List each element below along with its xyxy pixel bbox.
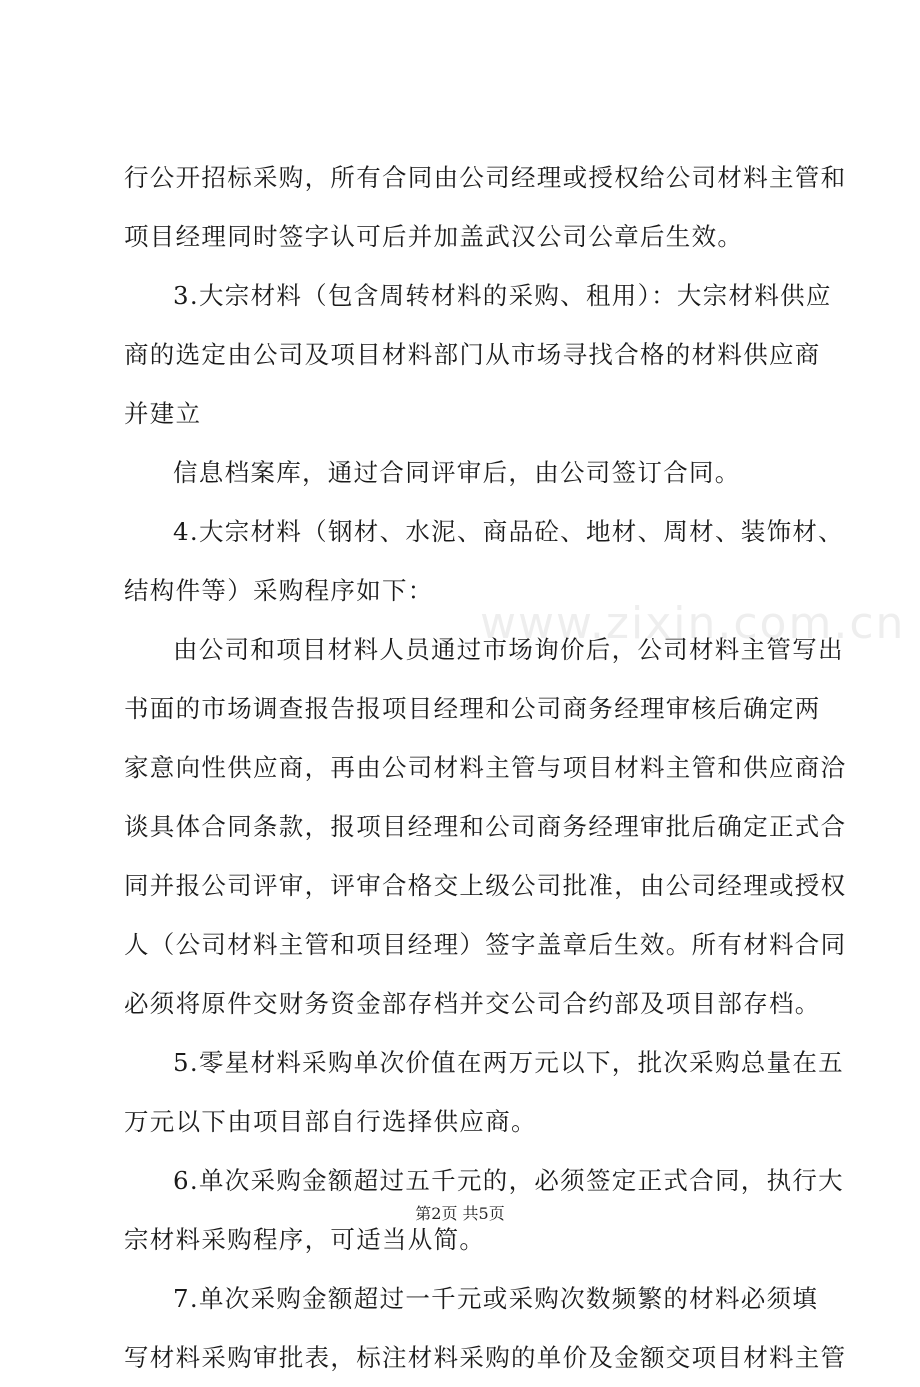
text-line: 结构件等）采购程序如下： [124, 576, 434, 605]
paragraph-6-start: 6.单次采购金额超过五千元的，必须签定正式合同，执行大 [173, 1166, 844, 1195]
text-line: 同并报公司评审，评审合格交上级公司批准，由公司经理或授权 [124, 871, 847, 900]
text-line: 项目经理同时签字认可后并加盖武汉公司公章后生效。 [124, 222, 744, 251]
text-line: 书面的市场调查报告报项目经理和公司商务经理审核后确定两 [124, 694, 821, 723]
paragraph-7-start: 7.单次采购金额超过一千元或采购次数频繁的材料必须填 [173, 1284, 819, 1313]
text-line: 谈具体合同条款，报项目经理和公司商务经理审批后确定正式合 [124, 812, 847, 841]
text-line: 行公开招标采购，所有合同由公司经理或授权给公司材料主管和 [124, 163, 847, 192]
text-line: 由公司和项目材料人员通过市场询价后，公司材料主管写出 [173, 635, 844, 664]
text-line: 写材料采购审批表，标注材料采购的单价及金额交项目材料主管 [124, 1343, 847, 1372]
paragraph-4-start: 4.大宗材料（钢材、水泥、商品砼、地材、周材、装饰材、 [173, 517, 844, 546]
page-number-footer: 第2页 共5页 [415, 1204, 505, 1223]
text-line: 必须将原件交财务资金部存档并交公司合约部及项目部存档。 [124, 989, 821, 1018]
text-line: 家意向性供应商，再由公司材料主管与项目材料主管和供应商洽 [124, 753, 847, 782]
text-line: 商的选定由公司及项目材料部门从市场寻找合格的材料供应商 [124, 340, 821, 369]
text-line: 人（公司材料主管和项目经理）签字盖章后生效。所有材料合同 [124, 930, 847, 959]
text-line: 宗材料采购程序，可适当从简。 [124, 1225, 486, 1254]
paragraph-3-start: 3.大宗材料（包含周转材料的采购、租用）：大宗材料供应 [173, 281, 832, 310]
watermark: www.zixin.com.cn [480, 598, 906, 649]
text-line: 并建立 [124, 399, 202, 428]
paragraph-5-start: 5.零星材料采购单次价值在两万元以下，批次采购总量在五 [173, 1048, 844, 1077]
text-line: 信息档案库，通过合同评审后，由公司签订合同。 [173, 458, 741, 487]
text-line: 万元以下由项目部自行选择供应商。 [124, 1107, 537, 1136]
